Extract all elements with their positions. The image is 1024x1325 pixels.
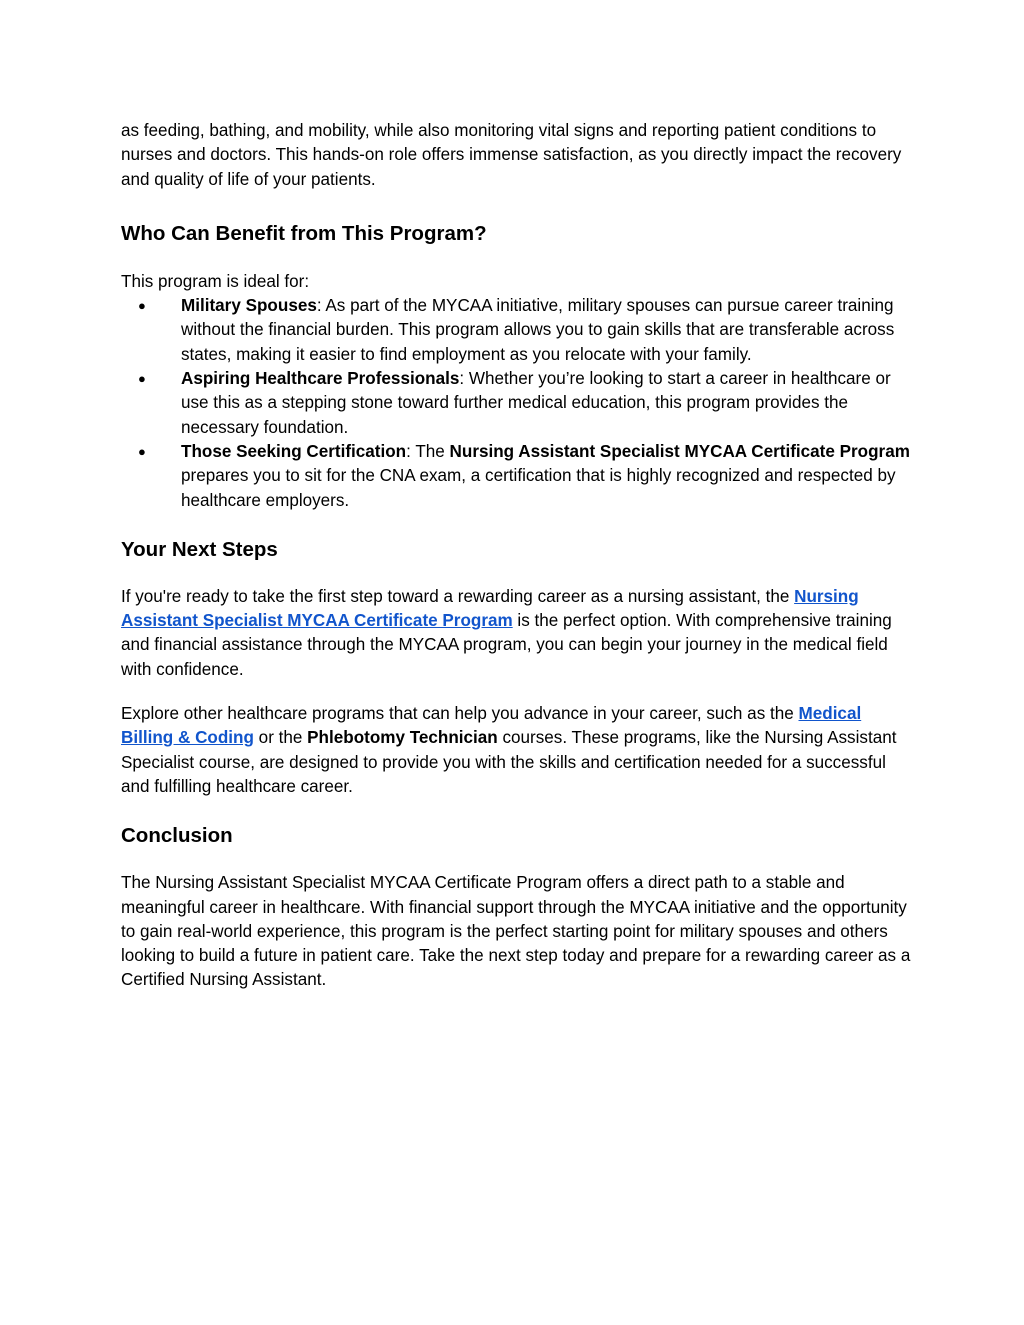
list-item-term: Those Seeking Certification bbox=[181, 441, 407, 461]
paragraph-text: is the perfect option. With comprehensive training and financial assistance through the MYCAA program, you can begin your journey in the medical field with confidence. bbox=[121, 611, 892, 679]
explore-programs-paragraph bbox=[121, 702, 911, 799]
list-item-term: Aspiring Healthcare Professionals bbox=[181, 369, 460, 389]
conclusion-paragraph: The Nursing Assistant Specialist MYCAA Certificate Program offers a direct path to a stable and meaningful career in healthcare. With financial support through the MYCAA initiative and the opportunity to gain real-world experience, this program is the perfect starting point for military spouses and others looking to build a future in patient care. Take the next step today and prepare for a rewarding career as a Certified Nursing Assistant. bbox=[121, 873, 911, 990]
bullet-icon: ● bbox=[138, 443, 146, 459]
phlebotomy-technician-bold: Phlebotomy Technician bbox=[307, 728, 498, 748]
paragraph-text: or the bbox=[253, 728, 308, 748]
medical-billing-coding-link[interactable]: Medical Billing & Coding bbox=[121, 704, 862, 748]
list-item-term: Military Spouses bbox=[181, 296, 317, 316]
next-steps-heading: Your Next Steps bbox=[121, 537, 278, 561]
program-name-bold: Nursing Assistant Specialist MYCAA Certificate Program bbox=[449, 441, 910, 461]
list-item bbox=[121, 367, 911, 440]
list-item-text: : Whether you’re looking to start a career in healthcare or use this as a stepping stone toward further medical education, this program provides the necessary foundation. bbox=[181, 369, 891, 437]
list-item bbox=[121, 294, 911, 367]
list-item-text: : The bbox=[406, 441, 450, 461]
next-steps-paragraph bbox=[121, 585, 911, 682]
document-page bbox=[121, 119, 911, 993]
paragraph-text: If you're ready to take the first step toward a rewarding career as a nursing assistant, the bbox=[121, 586, 795, 606]
paragraph-text: Explore other healthcare programs that can help you advance in your career, such as the bbox=[121, 704, 799, 724]
nursing-assistant-program-link[interactable]: Nursing Assistant Specialist MYCAA Certificate Program bbox=[121, 586, 859, 631]
intro-paragraph: as feeding, bathing, and mobility, while also monitoring vital signs and reporting patient conditions to nurses and doctors. This hands-on role offers immense satisfaction, as you directly impact the recovery and quality of life of your patients. bbox=[121, 121, 902, 189]
who-benefits-heading: Who Can Benefit from This Program? bbox=[121, 221, 487, 245]
paragraph-text: courses. These programs, like the Nursing Assistant Specialist course, are designed to provide you with the skills and certification needed for a successful and fulfilling healthcare career. bbox=[121, 728, 897, 796]
bullet-icon: ● bbox=[138, 298, 146, 314]
list-item-text: : As part of the MYCAA initiative, military spouses can pursue career training without the financial burden. This program allows you to gain skills that are transferable across states, making it easier to find employment as you relocate with your family. bbox=[181, 296, 895, 364]
bullet-icon: ● bbox=[138, 371, 146, 387]
conclusion-heading: Conclusion bbox=[121, 824, 233, 848]
list-item-text: prepares you to sit for the CNA exam, a certification that is highly recognized and respected by healthcare employers. bbox=[181, 466, 896, 510]
ideal-for-lead: This program is ideal for: bbox=[121, 271, 310, 291]
list-item bbox=[121, 440, 911, 513]
benefit-list bbox=[121, 294, 911, 513]
